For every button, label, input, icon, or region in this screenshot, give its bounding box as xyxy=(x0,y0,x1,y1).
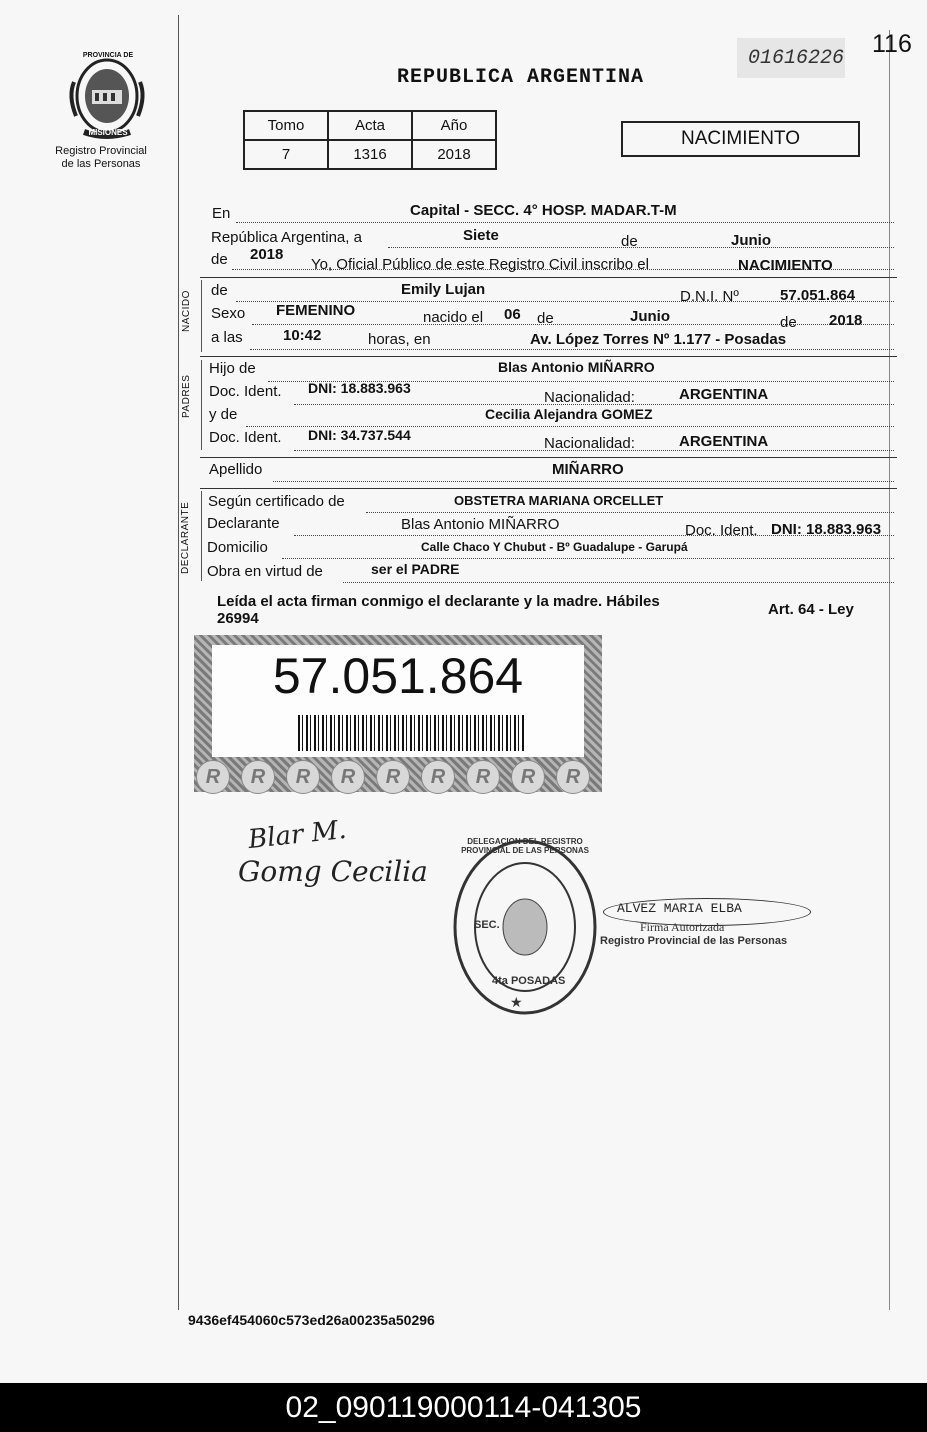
section-divider xyxy=(200,488,897,489)
table-cell: 7 xyxy=(244,140,328,169)
mother-nat-value: ARGENTINA xyxy=(679,433,769,450)
de-label: de xyxy=(211,282,228,299)
registry-name-line1: Registro Provincial xyxy=(55,145,147,157)
document-hash: 9436ef454060c573ed26a00235a50296 xyxy=(188,1312,435,1328)
de-label: de xyxy=(211,251,228,268)
doc-label: Doc. Ident. xyxy=(209,383,282,400)
sticker-r-mark: R xyxy=(466,760,500,794)
de-label: de xyxy=(537,310,554,327)
apellido-label: Apellido xyxy=(209,461,263,478)
en-label: En xyxy=(212,205,231,222)
father-name-value: Blas Antonio MIÑARRO xyxy=(498,359,655,375)
dotted-line xyxy=(282,558,894,559)
nacido-side-label: NACIDO xyxy=(181,290,192,332)
section-divider xyxy=(200,356,897,357)
registry-name-line2: de las Personas xyxy=(61,158,141,170)
signature-father: Blar M. xyxy=(246,814,348,856)
mother-name-value: Cecilia Alejandra GOMEZ xyxy=(485,406,653,422)
dotted-line xyxy=(343,582,894,583)
dotted-line xyxy=(366,512,894,513)
domicilio-label: Domicilio xyxy=(207,539,268,556)
table-header: Acta xyxy=(328,111,412,140)
de-label: de xyxy=(780,314,797,331)
official-org: Registro Provincial de las Personas xyxy=(600,935,788,947)
country-title: REPUBLICA ARGENTINA xyxy=(397,66,645,89)
province-emblem xyxy=(64,52,150,140)
mother-doc-value: DNI: 34.737.544 xyxy=(308,427,411,443)
sticker-r-mark: R xyxy=(511,760,545,794)
left-margin-line xyxy=(178,15,179,1310)
a-las-label: a las xyxy=(211,329,243,346)
nacionalidad-label: Nacionalidad: xyxy=(544,389,635,406)
sticker-r-mark: R xyxy=(241,760,275,794)
official-role: Firma Autorizada xyxy=(640,920,725,934)
svg-text:★: ★ xyxy=(510,994,523,1010)
table-cell: 1316 xyxy=(328,140,412,169)
dotted-line xyxy=(273,481,894,482)
place-value: Capital - SECC. 4° HOSP. MADAR.T-M xyxy=(410,202,677,219)
child-name-value: Emily Lujan xyxy=(401,281,486,298)
horas-label: horas, en xyxy=(368,331,431,348)
sticker-r-mark: R xyxy=(421,760,455,794)
birth-day-value: 06 xyxy=(504,306,521,323)
sticker-r-mark: R xyxy=(331,760,365,794)
closing-text: Leída el acta firman conmigo el declarante y la madre. Hábiles xyxy=(217,593,660,610)
sticker-r-mark: R xyxy=(556,760,590,794)
official-name: ALVEZ MARIA ELBA xyxy=(617,901,742,916)
event-value: NACIMIENTO xyxy=(738,257,833,274)
dotted-line xyxy=(252,324,894,325)
declarante-label: Declarante xyxy=(207,515,280,532)
emblem-top-text: PROVINCIA DE xyxy=(82,52,134,59)
obra-value: ser el PADRE xyxy=(371,561,460,577)
closing-art: Art. 64 - Ley xyxy=(768,601,854,618)
year-value: 2018 xyxy=(250,246,284,263)
hijo-label: Hijo de xyxy=(209,360,256,377)
section-bar xyxy=(201,280,202,352)
y-de-label: y de xyxy=(209,406,238,423)
obra-label: Obra en virtud de xyxy=(207,563,323,580)
dni-sticker xyxy=(194,635,602,792)
cert-label: Según certificado de xyxy=(208,493,345,510)
birth-year-value: 2018 xyxy=(829,312,863,329)
birth-place-value: Av. López Torres Nº 1.177 - Posadas xyxy=(530,331,787,348)
sexo-label: Sexo xyxy=(211,305,246,322)
file-id-bar: 02_090119000114-041305 xyxy=(0,1383,927,1432)
official-seal xyxy=(450,835,600,1020)
table-header: Año xyxy=(412,111,496,140)
padres-side-label: PADRES xyxy=(181,374,192,418)
birth-time-value: 10:42 xyxy=(283,327,322,344)
emblem-bottom-text: MISIONES xyxy=(88,128,128,137)
month-value: Junio xyxy=(731,232,771,249)
oficial-text: Yo, Oficial Público de este Registro Civil inscribo el xyxy=(311,256,649,273)
seal-inner-left: SEC. xyxy=(474,919,500,931)
cert-value: OBSTETRA MARIANA ORCELLET xyxy=(454,493,664,508)
birth-month-value: Junio xyxy=(630,308,670,325)
sticker-r-mark: R xyxy=(286,760,320,794)
table-header: Tomo xyxy=(244,111,328,140)
child-dni-value: 57.051.864 xyxy=(780,287,856,304)
section-bar xyxy=(201,360,202,450)
page-number: 116 xyxy=(872,30,912,58)
father-nat-value: ARGENTINA xyxy=(679,386,769,403)
doc-label: Doc. Ident. xyxy=(209,429,282,446)
serial-number: 01616226 xyxy=(748,47,845,70)
table-cell: 2018 xyxy=(412,140,496,169)
seal-inner-bottom: 4ta POSADAS xyxy=(492,975,566,987)
declarante-name-value: Blas Antonio MIÑARRO xyxy=(401,516,560,533)
seal-ring-text: DELEGACION DEL REGISTRO PROVINCIAL DE LAS PERSONAS xyxy=(461,837,589,855)
signature-mother: Gomg Cecilia xyxy=(238,855,428,888)
section-divider xyxy=(200,457,897,458)
dotted-line xyxy=(250,349,894,350)
republica-label: República Argentina, a xyxy=(211,229,362,246)
nacido-el-label: nacido el xyxy=(423,309,484,326)
father-doc-value: DNI: 18.883.963 xyxy=(308,380,411,396)
declarante-doc-value: DNI: 18.883.963 xyxy=(771,521,882,538)
dotted-line xyxy=(388,247,894,248)
doc-label: Doc. Ident. xyxy=(685,522,758,539)
section-bar xyxy=(201,491,202,581)
domicilio-value: Calle Chaco Y Chubut - Bº Guadalupe - Garupá xyxy=(421,540,688,554)
barcode xyxy=(298,715,526,751)
sexo-value: FEMENINO xyxy=(276,302,356,319)
dotted-line xyxy=(236,222,894,223)
sticker-r-mark: R xyxy=(196,760,230,794)
de-label: de xyxy=(621,233,638,250)
section-divider xyxy=(200,277,897,278)
declarante-side-label: DECLARANTE xyxy=(180,501,191,574)
nacionalidad-label: Nacionalidad: xyxy=(544,435,635,452)
dni-label: D.N.I. Nº xyxy=(680,288,739,305)
sticker-number: 57.051.864 xyxy=(272,648,524,704)
record-table xyxy=(243,110,497,170)
day-words-value: Siete xyxy=(463,227,499,244)
apellido-value: MIÑARRO xyxy=(552,461,624,478)
sticker-r-mark: R xyxy=(376,760,410,794)
closing-law: 26994 xyxy=(217,610,259,627)
record-type-box: NACIMIENTO xyxy=(621,121,860,157)
